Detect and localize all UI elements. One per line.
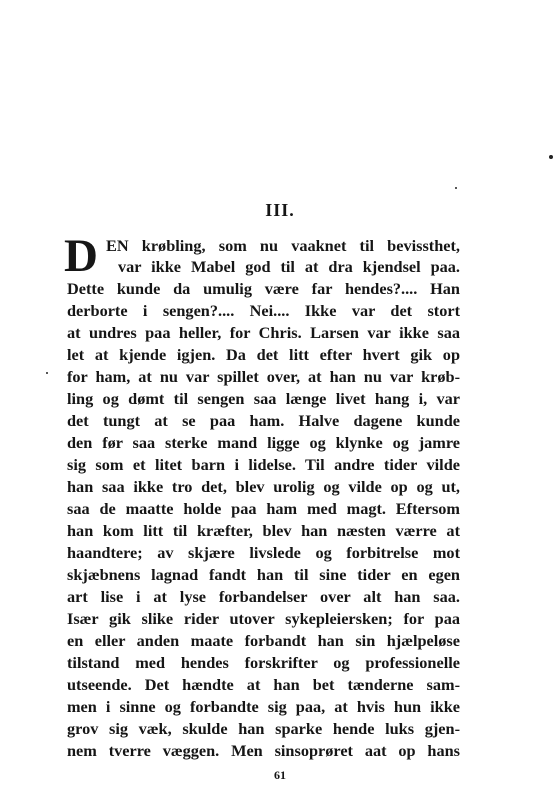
text-line: EN krøbling, som nu vaaknet til bevissthet, [106,236,460,255]
text-line: skjæbnens lagnad fandt han til sine tider en egen [67,565,460,584]
text-line: sig som et litet barn i lidelse. Til andre tider vilde [67,455,460,474]
text-line: ling og dømt til sengen saa længe livet hang i, var [67,389,460,408]
scan-speck [46,372,48,374]
text-line: Dette kunde da umulig være far hendes?.... Han [67,279,460,298]
text-line: tilstand med hendes forskrifter og professionelle [67,653,460,672]
text-line: det tungt at se paa ham. Halve dagene kunde [67,411,460,430]
text-line: han kom litt til kræfter, blev han næsten værre at [67,521,460,540]
text-line: den før saa sterke mand ligge og klynke og jamre [67,433,460,452]
text-line: at undres paa heller, for Chris. Larsen var ikke saa [67,323,460,342]
text-line: for ham, at nu var spillet over, at han nu var krøb- [67,367,460,386]
page-number: 61 [274,768,286,782]
drop-cap: D [64,230,98,282]
chapter-heading: III. [265,200,295,220]
text-line: en eller anden maate forbandt han sin hjælpeløse [67,631,460,650]
text-line: haandtere; av skjære livslede og forbitrelse mot [67,543,460,562]
text-line: han saa ikke tro det, blev urolig og vilde op og ut, [67,477,460,496]
scan-speck [455,187,457,189]
text-line: nem tverre væggen. Men sinsoprøret aat op hans [67,741,460,760]
text-line: men i sinne og forbandte sig paa, at hvis hun ikke [67,697,460,716]
text-line: derborte i sengen?.... Nei.... Ikke var det stort [67,301,460,320]
text-line: saa de maatte holde paa ham med magt. Eftersom [67,499,460,518]
text-line: art lise i at lyse forbandelser over alt han saa. [67,587,460,606]
text-line: utseende. Det hændte at han bet tænderne sam- [67,675,460,694]
scan-speck [549,155,553,159]
text-line: grov sig væk, skulde han sparke hende luks gjen- [67,719,460,738]
text-line: var ikke Mabel god til at dra kjendsel paa. [118,257,460,276]
text-line: let at kjende igjen. Da det litt efter hvert gik op [67,345,460,364]
text-line: Især gik slike rider utover sykepleiersken; for paa [67,609,460,628]
